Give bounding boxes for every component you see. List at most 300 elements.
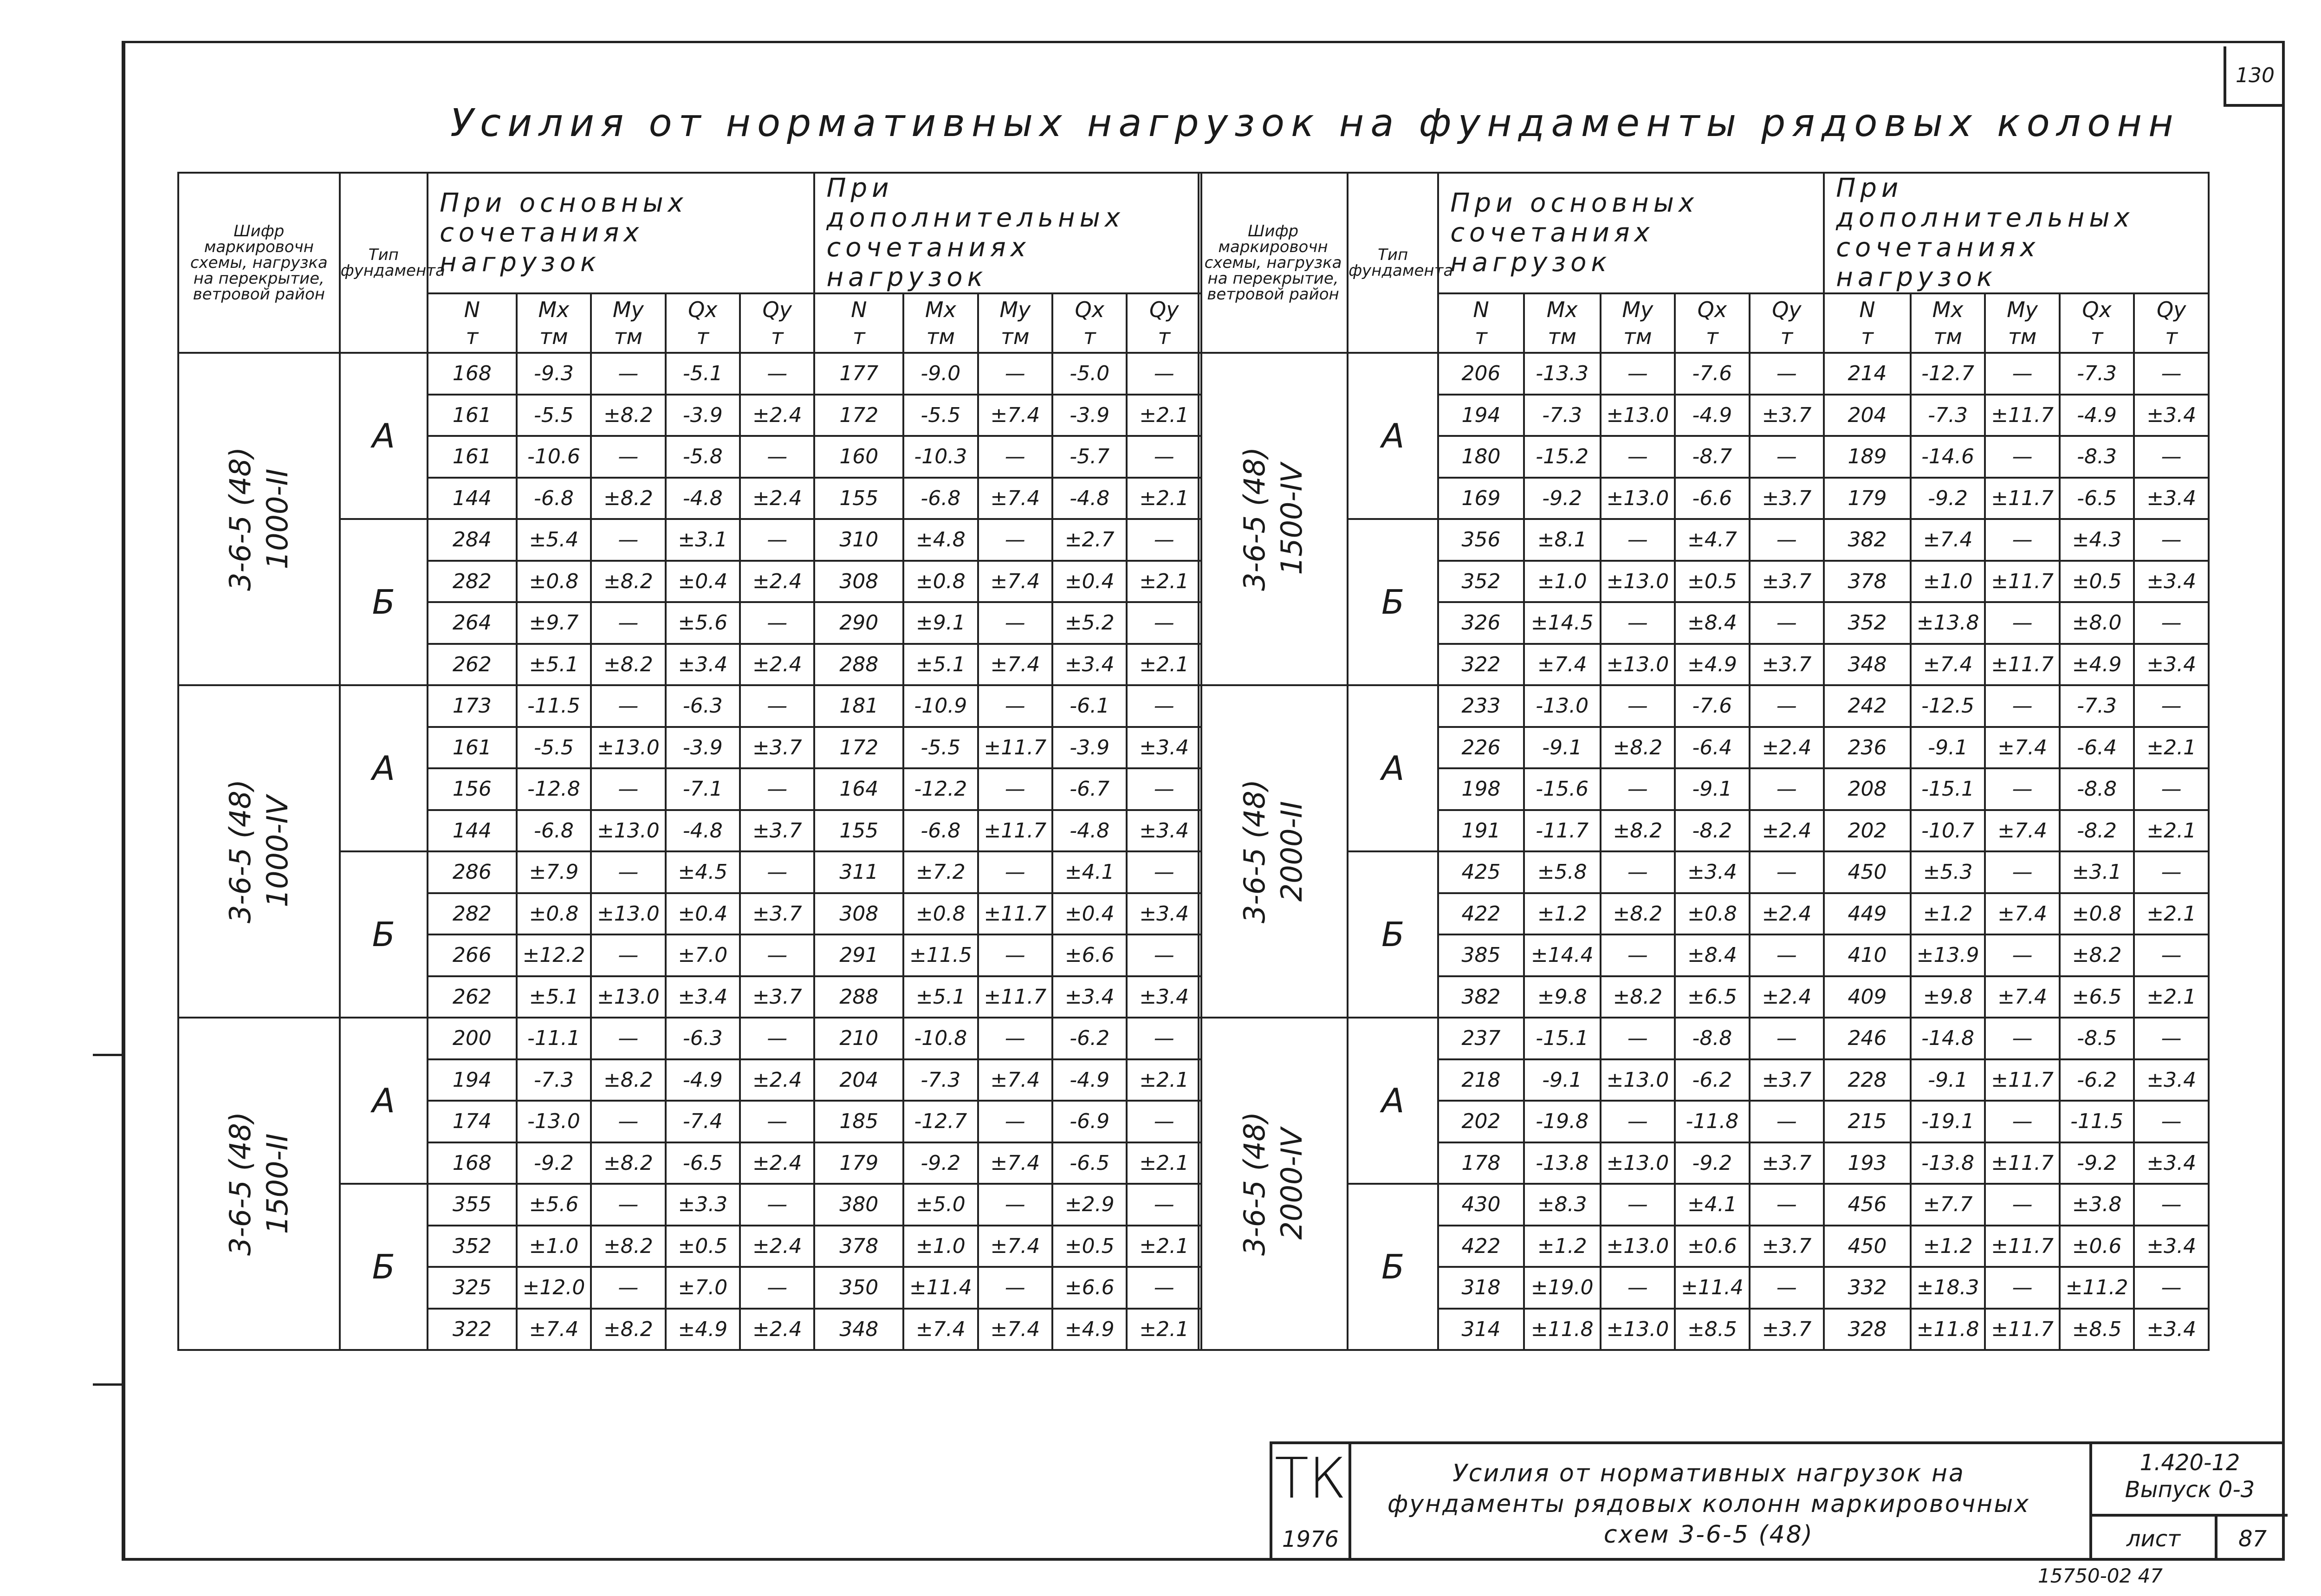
scheme-code: 3-6-5 (48) (223, 1111, 257, 1256)
value-cell: — (2134, 1267, 2209, 1309)
value-cell: ±7.4 (978, 644, 1052, 686)
value-cell: — (1985, 353, 2060, 395)
value-cell: ±14.5 (1524, 602, 1601, 644)
value-cell: 156 (428, 768, 517, 810)
value-cell: -19.1 (1911, 1101, 1985, 1142)
value-cell: ±3.7 (740, 810, 814, 852)
scheme-code-label (1236, 779, 1310, 923)
value-cell: — (1601, 1267, 1675, 1309)
value-cell: 161 (428, 395, 517, 436)
value-cell: 382 (1438, 976, 1524, 1018)
column-symbol: Qy (1149, 297, 1179, 322)
value-cell: 228 (1824, 1059, 1911, 1101)
value-cell: ±4.9 (1675, 644, 1750, 686)
value-cell: -11.1 (517, 1018, 591, 1059)
value-cell: ±3.7 (1750, 478, 1824, 519)
value-cell: ±4.8 (903, 519, 978, 561)
value-cell: — (740, 1101, 814, 1142)
value-cell: — (2134, 685, 2209, 727)
value-cell: 262 (428, 976, 517, 1018)
value-cell: 380 (814, 1184, 903, 1226)
value-cell: — (1750, 436, 1824, 478)
value-cell: ±3.4 (1127, 727, 1201, 769)
table-row (1199, 519, 2209, 561)
value-cell: — (1750, 851, 1824, 893)
column-symbol: Qy (2156, 297, 2186, 322)
value-cell: -5.7 (1052, 436, 1127, 478)
value-cell: 144 (428, 478, 517, 519)
column-unit: т (771, 324, 784, 349)
value-cell: ±2.1 (1127, 395, 1201, 436)
designation-cell (2089, 1444, 2288, 1561)
value-cell: ±0.6 (1675, 1226, 1750, 1267)
value-cell: 179 (814, 1142, 903, 1184)
column-unit: т (1158, 324, 1171, 349)
value-cell: ±0.8 (517, 893, 591, 935)
value-cell: 409 (1824, 976, 1911, 1018)
value-cell: ±4.5 (666, 851, 740, 893)
value-cell: 160 (814, 436, 903, 478)
sheet-value: 87 (2238, 1525, 2267, 1552)
value-cell: — (1985, 519, 2060, 561)
header-my (1601, 293, 1675, 353)
value-cell: ±3.7 (1750, 1142, 1824, 1184)
value-cell: ±2.1 (1127, 644, 1201, 686)
value-cell: -12.2 (903, 768, 978, 810)
scheme-code-label (222, 1112, 296, 1256)
value-cell: -10.7 (1911, 810, 1985, 852)
value-cell: ±11.8 (1911, 1309, 1985, 1350)
header-qx (1052, 293, 1127, 353)
value-cell: 449 (1824, 893, 1911, 935)
value-cell: — (1750, 1018, 1824, 1059)
header-mx (517, 293, 591, 353)
value-cell: -13.0 (1524, 685, 1601, 727)
scheme-code-cell (178, 353, 340, 685)
column-unit: т (1475, 324, 1487, 349)
value-cell: 450 (1824, 1226, 1911, 1267)
value-cell: 204 (814, 1059, 903, 1101)
scheme-load: 1000-II (260, 468, 294, 570)
value-cell: ±8.2 (1601, 893, 1675, 935)
value-cell: -9.2 (2060, 1142, 2134, 1184)
value-cell: ±3.4 (2134, 395, 2209, 436)
value-cell: -15.6 (1524, 768, 1601, 810)
value-cell: -6.5 (1052, 1142, 1127, 1184)
value-cell: ±2.4 (740, 1226, 814, 1267)
header-qx (2060, 293, 2134, 353)
scheme-code-cell (1199, 353, 1348, 685)
value-cell: ±7.0 (666, 934, 740, 976)
value-cell: — (1601, 436, 1675, 478)
value-cell: — (1601, 1101, 1675, 1142)
value-cell: ±3.4 (2134, 1142, 2209, 1184)
header-additional-combinations: При дополнительных сочетаниях нагрузок (814, 173, 1201, 293)
value-cell: ±8.2 (1601, 810, 1675, 852)
value-cell: ±8.5 (2060, 1309, 2134, 1350)
value-cell: ±4.1 (1675, 1184, 1750, 1226)
header-type: Тип фундамента (1348, 173, 1438, 353)
value-cell: 168 (428, 353, 517, 395)
value-cell: 215 (1824, 1101, 1911, 1142)
value-cell: ±9.1 (903, 602, 978, 644)
value-cell: — (740, 851, 814, 893)
value-cell: ±5.1 (517, 976, 591, 1018)
value-cell: 314 (1438, 1309, 1524, 1350)
value-cell: ±1.0 (1524, 561, 1601, 603)
value-cell: ±8.5 (1675, 1309, 1750, 1350)
header-mx (1911, 293, 1985, 353)
value-cell: ±0.8 (903, 561, 978, 603)
value-cell: — (978, 1101, 1052, 1142)
column-symbol: Qx (1697, 297, 1727, 322)
value-cell: 310 (814, 519, 903, 561)
header-mx (1524, 293, 1601, 353)
series-code: 1.420-12 (2139, 1450, 2240, 1476)
value-cell: — (1601, 1184, 1675, 1226)
value-cell: ±7.0 (666, 1267, 740, 1309)
value-cell: 378 (1824, 561, 1911, 603)
value-cell: -5.5 (517, 395, 591, 436)
value-cell: ±7.7 (1911, 1184, 1985, 1226)
header-n (814, 293, 903, 353)
value-cell: -6.8 (903, 810, 978, 852)
value-cell: 422 (1438, 893, 1524, 935)
value-cell: ±8.2 (2060, 934, 2134, 976)
value-cell: ±3.4 (1127, 976, 1201, 1018)
value-cell: — (591, 602, 665, 644)
value-cell: ±13.0 (1601, 395, 1675, 436)
value-cell: 164 (814, 768, 903, 810)
value-cell: 144 (428, 810, 517, 852)
value-cell: ±3.4 (1052, 644, 1127, 686)
value-cell: ±4.9 (2060, 644, 2134, 686)
value-cell: 286 (428, 851, 517, 893)
value-cell: 311 (814, 851, 903, 893)
value-cell: ±9.7 (517, 602, 591, 644)
value-cell: 155 (814, 478, 903, 519)
value-cell: -4.9 (1675, 395, 1750, 436)
value-cell: ±3.7 (740, 976, 814, 1018)
value-cell: ±4.3 (2060, 519, 2134, 561)
value-cell: ±8.0 (2060, 602, 2134, 644)
value-cell: 155 (814, 810, 903, 852)
value-cell: ±13.0 (591, 810, 665, 852)
column-unit: т (1780, 324, 1793, 349)
value-cell: — (1127, 685, 1201, 727)
value-cell: 210 (814, 1018, 903, 1059)
forces-table-left (177, 172, 1202, 1351)
scheme-code-cell (1199, 685, 1348, 1018)
scheme-code-label (222, 779, 296, 923)
value-cell: — (591, 851, 665, 893)
value-cell: ±13.0 (1601, 1309, 1675, 1350)
value-cell: -12.8 (517, 768, 591, 810)
value-cell: ±3.7 (1750, 1309, 1824, 1350)
stamp-description: Усилия от нормативных нагрузок на фундаменты рядовых колонн маркировочных схем 3-6-5 (48) (1387, 1460, 2030, 1549)
value-cell: ±0.5 (666, 1226, 740, 1267)
value-cell: 198 (1438, 768, 1524, 810)
value-cell: ±3.4 (1127, 893, 1201, 935)
value-cell: -10.6 (517, 436, 591, 478)
value-cell: — (1985, 1018, 2060, 1059)
value-cell: -13.0 (517, 1101, 591, 1142)
value-cell: -9.2 (1524, 478, 1601, 519)
value-cell: — (1601, 602, 1675, 644)
value-cell: ±12.2 (517, 934, 591, 976)
value-cell: ±8.2 (591, 1142, 665, 1184)
value-cell: ±3.4 (2134, 1059, 2209, 1101)
value-cell: -8.7 (1675, 436, 1750, 478)
value-cell: — (1601, 851, 1675, 893)
value-cell: ±8.2 (591, 1309, 665, 1350)
value-cell: ±9.8 (1911, 976, 1985, 1018)
value-cell: -15.1 (1524, 1018, 1601, 1059)
value-cell: ±2.1 (2134, 810, 2209, 852)
value-cell: -19.8 (1524, 1101, 1601, 1142)
value-cell: 291 (814, 934, 903, 976)
value-cell: 214 (1824, 353, 1911, 395)
scheme-code-label (222, 447, 296, 591)
column-symbol: N (1859, 297, 1875, 322)
value-cell: — (1127, 851, 1201, 893)
value-cell: -9.2 (903, 1142, 978, 1184)
value-cell: -8.5 (2060, 1018, 2134, 1059)
foundation-type: Б (1348, 1184, 1438, 1350)
value-cell: ±5.3 (1911, 851, 1985, 893)
column-symbol: N (464, 297, 480, 322)
value-cell: -5.8 (666, 436, 740, 478)
value-cell: ±7.4 (1911, 519, 1985, 561)
value-cell: -8.2 (1675, 810, 1750, 852)
scheme-load: 2000-IV (1274, 1128, 1309, 1240)
column-symbol: Mx (1932, 297, 1964, 322)
sheet-row (2092, 1514, 2288, 1561)
value-cell: -14.8 (1911, 1018, 1985, 1059)
value-cell: — (591, 436, 665, 478)
header-additional-combinations: При дополнительных сочетаниях нагрузок (1824, 173, 2209, 293)
value-cell: 208 (1824, 768, 1911, 810)
foundation-type: А (1348, 353, 1438, 519)
value-cell: — (2134, 602, 2209, 644)
value-cell: -7.4 (666, 1101, 740, 1142)
value-cell: 177 (814, 353, 903, 395)
value-cell: 179 (1824, 478, 1911, 519)
value-cell: 356 (1438, 519, 1524, 561)
value-cell: -11.8 (1675, 1101, 1750, 1142)
value-cell: -5.5 (903, 727, 978, 769)
value-cell: ±3.7 (1750, 561, 1824, 603)
value-cell: — (1985, 1267, 2060, 1309)
value-cell: -4.9 (1052, 1059, 1127, 1101)
value-cell: ±4.1 (1052, 851, 1127, 893)
header-n (1438, 293, 1524, 353)
value-cell: -7.3 (1911, 395, 1985, 436)
value-cell: -6.9 (1052, 1101, 1127, 1142)
column-unit: т (1083, 324, 1096, 349)
value-cell: — (1127, 1101, 1201, 1142)
value-cell: ±7.4 (1985, 976, 2060, 1018)
value-cell: 194 (428, 1059, 517, 1101)
value-cell: -6.3 (666, 1018, 740, 1059)
column-symbol: My (999, 297, 1031, 322)
value-cell: 385 (1438, 934, 1524, 976)
header-row (178, 173, 1201, 293)
value-cell: -11.7 (1524, 810, 1601, 852)
value-cell: ±8.2 (591, 1226, 665, 1267)
value-cell: ±13.0 (591, 727, 665, 769)
value-cell: ±3.1 (2060, 851, 2134, 893)
value-cell: 288 (814, 644, 903, 686)
table-row (1199, 353, 2209, 395)
value-cell: -8.2 (2060, 810, 2134, 852)
value-cell: ±2.4 (740, 1309, 814, 1350)
column-symbol: Mx (1546, 297, 1578, 322)
value-cell: — (978, 353, 1052, 395)
value-cell: -6.7 (1052, 768, 1127, 810)
value-cell: — (978, 685, 1052, 727)
value-cell: 172 (814, 395, 903, 436)
value-cell: ±11.7 (1985, 644, 2060, 686)
value-cell: ±7.4 (1985, 727, 2060, 769)
value-cell: 242 (1824, 685, 1911, 727)
value-cell: 178 (1438, 1142, 1524, 1184)
value-cell: ±13.0 (1601, 1226, 1675, 1267)
header-my (591, 293, 665, 353)
value-cell: -4.9 (666, 1059, 740, 1101)
value-cell: — (740, 1184, 814, 1226)
value-cell: 264 (428, 602, 517, 644)
value-cell: -11.5 (2060, 1101, 2134, 1142)
value-cell: ±11.7 (978, 893, 1052, 935)
value-cell: ±7.2 (903, 851, 978, 893)
value-cell: — (1601, 1018, 1675, 1059)
foundation-type: Б (1348, 519, 1438, 685)
value-cell: -6.4 (2060, 727, 2134, 769)
column-unit: тм (614, 324, 643, 349)
value-cell: ±3.7 (1750, 1059, 1824, 1101)
value-cell: ±11.4 (903, 1267, 978, 1309)
value-cell: ±2.4 (740, 478, 814, 519)
value-cell: 456 (1824, 1184, 1911, 1226)
value-cell: ±7.4 (1524, 644, 1601, 686)
value-cell: ±5.6 (666, 602, 740, 644)
value-cell: ±6.6 (1052, 1267, 1127, 1309)
value-cell: ±0.5 (1675, 561, 1750, 603)
value-cell: ±4.9 (666, 1309, 740, 1350)
value-cell: — (1601, 934, 1675, 976)
scheme-load: 1500-II (260, 1133, 294, 1234)
value-cell: 218 (1438, 1059, 1524, 1101)
table-row (1199, 1018, 2209, 1059)
value-cell: ±8.1 (1524, 519, 1601, 561)
value-cell: ±0.5 (2060, 561, 2134, 603)
value-cell: ±8.4 (1675, 602, 1750, 644)
value-cell: ±12.0 (517, 1267, 591, 1309)
value-cell: -12.5 (1911, 685, 1985, 727)
value-cell: 181 (814, 685, 903, 727)
value-cell: ±8.4 (1675, 934, 1750, 976)
scheme-code: 3-6-5 (48) (223, 447, 257, 591)
column-unit: т (696, 324, 709, 349)
value-cell: ±7.4 (1985, 810, 2060, 852)
value-cell: 348 (1824, 644, 1911, 686)
value-cell: ±0.4 (666, 893, 740, 935)
value-cell: -4.8 (1052, 478, 1127, 519)
value-cell: ±7.4 (978, 1226, 1052, 1267)
value-cell: -15.2 (1524, 436, 1601, 478)
value-cell: 185 (814, 1101, 903, 1142)
value-cell: 326 (1438, 602, 1524, 644)
value-cell: 290 (814, 602, 903, 644)
value-cell: — (591, 1101, 665, 1142)
value-cell: -9.3 (517, 353, 591, 395)
value-cell: 226 (1438, 727, 1524, 769)
column-unit: т (2165, 324, 2178, 349)
value-cell: — (978, 519, 1052, 561)
value-cell: ±7.9 (517, 851, 591, 893)
column-symbol: My (1622, 297, 1653, 322)
value-cell: — (1127, 1184, 1201, 1226)
value-cell: ±11.7 (978, 976, 1052, 1018)
value-cell: — (1750, 934, 1824, 976)
value-cell: — (978, 1184, 1052, 1226)
header-qx (666, 293, 740, 353)
value-cell: — (591, 1184, 665, 1226)
value-cell: 200 (428, 1018, 517, 1059)
scheme-load: 1500-IV (1274, 463, 1309, 575)
value-cell: ±5.1 (517, 644, 591, 686)
value-cell: ±2.4 (740, 1142, 814, 1184)
value-cell: -7.3 (517, 1059, 591, 1101)
value-cell: -9.2 (1675, 1142, 1750, 1184)
value-cell: ±0.8 (1675, 893, 1750, 935)
value-cell: -7.3 (2060, 353, 2134, 395)
value-cell: — (1127, 934, 1201, 976)
table-row (1199, 685, 2209, 727)
scheme-load: 2000-II (1274, 801, 1309, 902)
foundation-type: А (340, 685, 428, 851)
value-cell: ±13.0 (591, 976, 665, 1018)
value-cell: 168 (428, 1142, 517, 1184)
value-cell: ±3.7 (1750, 395, 1824, 436)
value-cell: 288 (814, 976, 903, 1018)
value-cell: -6.6 (1675, 478, 1750, 519)
value-cell: — (1127, 602, 1201, 644)
value-cell: -4.8 (666, 810, 740, 852)
value-cell: -6.4 (1675, 727, 1750, 769)
value-cell: 169 (1438, 478, 1524, 519)
value-cell: — (591, 1267, 665, 1309)
value-cell: — (591, 353, 665, 395)
value-cell: ±13.8 (1911, 602, 1985, 644)
sheet-number: 130 (2224, 46, 2284, 107)
value-cell: 194 (1438, 395, 1524, 436)
value-cell: ±7.4 (978, 478, 1052, 519)
value-cell: 206 (1438, 353, 1524, 395)
value-cell: — (1985, 934, 2060, 976)
value-cell: -7.3 (903, 1059, 978, 1101)
value-cell: — (2134, 1101, 2209, 1142)
column-unit: тм (2008, 324, 2037, 349)
value-cell: ±11.7 (1985, 1142, 2060, 1184)
value-cell: 237 (1438, 1018, 1524, 1059)
foundation-type: Б (340, 1184, 428, 1350)
value-cell: ±9.8 (1524, 976, 1601, 1018)
header-qy (1127, 293, 1201, 353)
value-cell: 325 (428, 1267, 517, 1309)
scheme-code-cell (178, 1018, 340, 1350)
